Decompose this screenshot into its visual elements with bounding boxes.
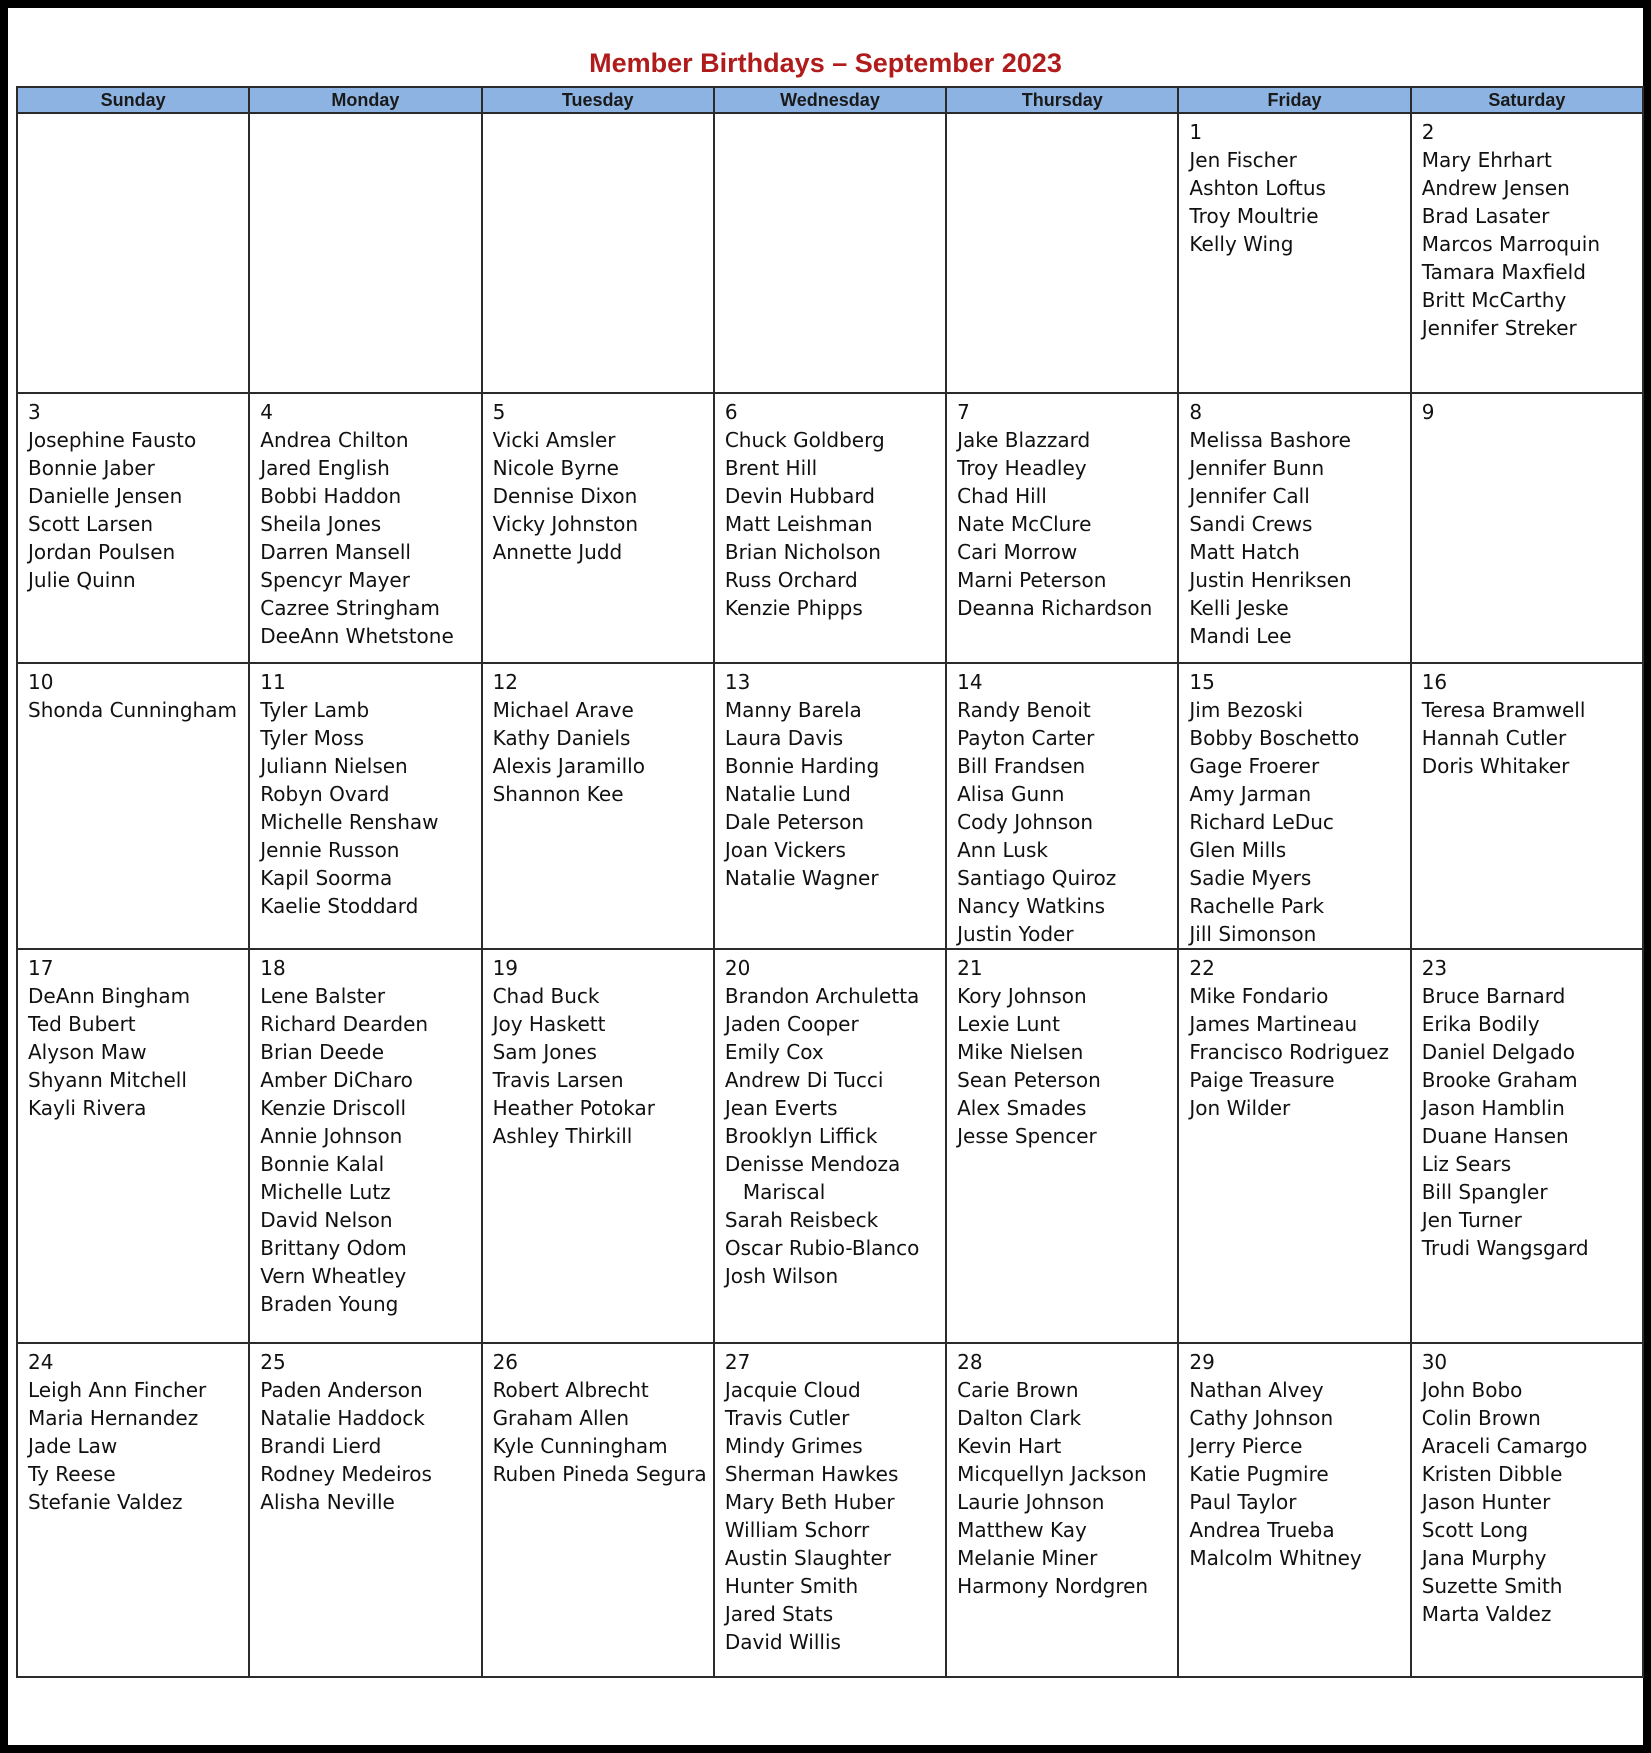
member-name: Ashley Thirkill	[492, 1124, 633, 1148]
member-name: Michael Arave	[492, 698, 634, 722]
member-name: Vicki Amsler	[492, 428, 616, 452]
member-name: Liz Sears	[1421, 1152, 1512, 1176]
member-name: Jill Simonson	[1189, 922, 1317, 946]
member-name: Maria Hernandez	[28, 1406, 199, 1430]
member-name: Alex Smades	[957, 1096, 1087, 1120]
member-name: Oscar Rubio-Blanco	[724, 1236, 920, 1260]
day-number: 16	[1421, 670, 1448, 694]
member-name: Ann Lusk	[957, 838, 1048, 862]
member-name: Braden Young	[260, 1292, 399, 1316]
member-name: Natalie Lund	[724, 782, 851, 806]
day-cell	[482, 663, 714, 949]
day-number: 18	[260, 956, 286, 980]
member-name: Paige Treasure	[1189, 1068, 1335, 1092]
member-name: DeeAnn Whetstone	[260, 624, 454, 648]
member-name: Mike Fondario	[1189, 984, 1329, 1008]
day-cell	[17, 393, 249, 663]
member-name: Harmony Nordgren	[957, 1574, 1149, 1598]
member-name: Laurie Johnson	[957, 1490, 1105, 1514]
member-name: Hannah Cutler	[1421, 726, 1567, 750]
member-name: Robert Albrecht	[492, 1378, 649, 1402]
member-name: Bonnie Kalal	[260, 1152, 385, 1176]
member-name: Sarah Reisbeck	[724, 1208, 879, 1232]
day-cell	[1411, 393, 1643, 663]
member-name: Jade Law	[28, 1434, 118, 1458]
member-name: Natalie Wagner	[724, 866, 879, 890]
member-name: Austin Slaughter	[724, 1546, 891, 1570]
day-number: 13	[724, 670, 751, 694]
member-name: Cazree Stringham	[260, 596, 440, 620]
member-name: Sandi Crews	[1189, 512, 1313, 536]
member-name: Julie Quinn	[28, 568, 136, 592]
day-number: 11	[260, 670, 286, 694]
day-cell	[1178, 949, 1410, 1343]
weekday-wednesday: Wednesday	[714, 87, 946, 113]
member-name: Chad Buck	[492, 984, 600, 1008]
member-name: Shyann Mitchell	[28, 1068, 187, 1092]
member-name: Paden Anderson	[260, 1378, 423, 1402]
member-name: David Nelson	[260, 1208, 393, 1232]
member-name: Rodney Medeiros	[260, 1462, 432, 1486]
day-cell	[17, 663, 249, 949]
member-name: Kaelie Stoddard	[260, 894, 419, 918]
member-name: Alexis Jaramillo	[492, 754, 645, 778]
member-name: Jake Blazzard	[957, 428, 1091, 452]
member-name: Joan Vickers	[724, 838, 846, 862]
member-name: Travis Larsen	[492, 1068, 624, 1092]
member-name: Bonnie Harding	[724, 754, 880, 778]
day-cell	[714, 663, 946, 949]
week-row	[17, 113, 1643, 393]
member-name: Sheila Jones	[260, 512, 382, 536]
day-number: 4	[260, 400, 274, 424]
week-row	[17, 393, 1643, 663]
day-number: 7	[957, 400, 970, 424]
member-name: Bill Frandsen	[957, 754, 1086, 778]
day-cell	[946, 1343, 1178, 1677]
member-name: Tamara Maxfield	[1421, 260, 1586, 284]
member-name: Devin Hubbard	[724, 484, 875, 508]
member-name: Mary Beth Huber	[724, 1490, 895, 1514]
member-name: Kelly Wing	[1189, 232, 1294, 256]
day-number: 8	[1189, 400, 1203, 424]
empty-day-cell	[482, 113, 714, 393]
day-cell	[1178, 1343, 1410, 1677]
member-name: Matt Hatch	[1189, 540, 1300, 564]
day-number: 20	[724, 956, 751, 980]
member-name: Brooklyn Liffick	[724, 1124, 878, 1148]
member-name: Scott Long	[1421, 1518, 1529, 1542]
day-number: 17	[28, 956, 54, 980]
member-name: Bill Spangler	[1421, 1180, 1548, 1204]
week-row	[17, 1343, 1643, 1677]
member-name: Cathy Johnson	[1189, 1406, 1334, 1430]
member-name: Justin Yoder	[957, 922, 1074, 946]
day-number: 22	[1189, 956, 1215, 980]
member-name: Kelli Jeske	[1189, 596, 1289, 620]
member-name: Ashton Loftus	[1189, 176, 1326, 200]
member-name: Mike Nielsen	[957, 1040, 1084, 1064]
day-cell	[1411, 949, 1643, 1343]
member-name: Justin Henriksen	[1189, 568, 1352, 592]
member-name: Rachelle Park	[1189, 894, 1325, 918]
member-name: Josh Wilson	[724, 1264, 839, 1288]
member-name: Melissa Bashore	[1189, 428, 1351, 452]
member-name: Brooke Graham	[1421, 1068, 1578, 1092]
member-name: Nate McClure	[957, 512, 1092, 536]
member-name: Darren Mansell	[260, 540, 411, 564]
member-name: Ty Reese	[28, 1462, 116, 1486]
member-name: Shannon Kee	[492, 782, 624, 806]
member-name: Teresa Bramwell	[1421, 698, 1586, 722]
weekday-friday: Friday	[1178, 87, 1410, 113]
day-number: 19	[492, 956, 519, 980]
member-name: Cari Morrow	[957, 540, 1078, 564]
day-number: 21	[957, 956, 983, 980]
day-number: 26	[492, 1350, 519, 1374]
member-name: Annette Judd	[492, 540, 623, 564]
member-name: Tyler Lamb	[260, 698, 370, 722]
member-name: DeAnn Bingham	[28, 984, 191, 1008]
member-name: Nathan Alvey	[1189, 1378, 1324, 1402]
member-name: Spencyr Mayer	[260, 568, 410, 592]
member-name: Sadie Myers	[1189, 866, 1312, 890]
member-name: Francisco Rodriguez	[1189, 1040, 1390, 1064]
member-name: Carie Brown	[957, 1378, 1079, 1402]
day-number: 25	[260, 1350, 286, 1374]
member-name: Michelle Renshaw	[260, 810, 439, 834]
member-name: Cody Johnson	[957, 810, 1094, 834]
day-cell	[1411, 663, 1643, 949]
member-name: Mindy Grimes	[724, 1434, 863, 1458]
member-name: Jared English	[260, 456, 390, 480]
day-cell	[946, 663, 1178, 949]
member-name: Payton Carter	[957, 726, 1095, 750]
member-name: Laura Davis	[724, 726, 844, 750]
day-number: 30	[1421, 1350, 1448, 1374]
member-name: Kenzie Phipps	[724, 596, 863, 620]
member-name: Robyn Ovard	[260, 782, 390, 806]
member-name: Richard Dearden	[260, 1012, 429, 1036]
member-name: Dale Peterson	[724, 810, 865, 834]
member-name: Jerry Pierce	[1189, 1434, 1303, 1458]
member-name: Richard LeDuc	[1189, 810, 1334, 834]
day-number: 14	[957, 670, 983, 694]
member-name: Santiago Quiroz	[957, 866, 1117, 890]
member-name: Andrea Trueba	[1189, 1518, 1335, 1542]
member-name: Jesse Spencer	[957, 1124, 1097, 1148]
member-name: Randy Benoit	[957, 698, 1091, 722]
day-cell	[1411, 113, 1643, 393]
day-number: 27	[724, 1350, 751, 1374]
member-name: Glen Mills	[1189, 838, 1287, 862]
member-name: Jana Murphy	[1421, 1546, 1547, 1570]
member-name: Erika Bodily	[1421, 1012, 1540, 1036]
member-name: Gage Froerer	[1189, 754, 1320, 778]
member-name: Jordan Poulsen	[28, 540, 176, 564]
member-name: Brittany Odom	[260, 1236, 407, 1260]
member-name: Brian Nicholson	[724, 540, 881, 564]
member-name: Marta Valdez	[1421, 1602, 1552, 1626]
member-name: Jennifer Streker	[1421, 316, 1577, 340]
day-cell	[249, 663, 481, 949]
day-cell	[1178, 113, 1410, 393]
member-name: Melanie Miner	[957, 1546, 1098, 1570]
member-name: Micquellyn Jackson	[957, 1462, 1147, 1486]
member-name: Chad Hill	[957, 484, 1047, 508]
member-name: Leigh Ann Fincher	[28, 1378, 207, 1402]
member-name: James Martineau	[1189, 1012, 1358, 1036]
member-name: Nicole Byrne	[492, 456, 619, 480]
day-cell	[249, 949, 481, 1343]
day-cell	[482, 393, 714, 663]
member-name: Vern Wheatley	[260, 1264, 407, 1288]
member-name: Duane Hansen	[1421, 1124, 1569, 1148]
member-name: Bruce Barnard	[1421, 984, 1566, 1008]
member-name: Brad Lasater	[1421, 204, 1550, 228]
member-name: Michelle Lutz	[260, 1180, 391, 1204]
member-name: Troy Headley	[957, 456, 1087, 480]
member-name: Emily Cox	[724, 1040, 824, 1064]
member-name: Andrew Jensen	[1421, 176, 1570, 200]
member-name: Natalie Haddock	[260, 1406, 425, 1430]
member-name: Brent Hill	[724, 456, 818, 480]
day-cell	[1411, 1343, 1643, 1677]
weekday-header-row	[17, 87, 1643, 113]
day-number: 2	[1421, 120, 1435, 144]
member-name: Scott Larsen	[28, 512, 153, 536]
weekday-sunday: Sunday	[17, 87, 249, 113]
member-name: Jen Turner	[1421, 1208, 1522, 1232]
empty-day-cell	[714, 113, 946, 393]
member-name: David Willis	[724, 1630, 841, 1654]
member-name: Jennifer Bunn	[1189, 456, 1325, 480]
member-name: Alyson Maw	[28, 1040, 147, 1064]
member-name: Doris Whitaker	[1421, 754, 1570, 778]
member-name: Kayli Rivera	[28, 1096, 147, 1120]
empty-day-cell	[249, 113, 481, 393]
member-name: Bonnie Jaber	[28, 456, 155, 480]
day-cell	[1178, 393, 1410, 663]
weekday-thursday: Thursday	[946, 87, 1178, 113]
day-cell	[714, 949, 946, 1343]
member-name: Manny Barela	[724, 698, 862, 722]
member-name: Chuck Goldberg	[724, 428, 885, 452]
member-name: Denisse Mendoza	[724, 1152, 901, 1176]
day-number: 10	[28, 670, 54, 694]
member-name: Mandi Lee	[1189, 624, 1292, 648]
member-name: Jen Fischer	[1189, 148, 1297, 172]
day-cell	[482, 1343, 714, 1677]
member-name: Paul Taylor	[1189, 1490, 1297, 1514]
member-name: Kapil Soorma	[260, 866, 393, 890]
member-name: Jon Wilder	[1189, 1096, 1291, 1120]
member-name: Sam Jones	[492, 1040, 597, 1064]
member-name: Bobbi Haddon	[260, 484, 402, 508]
member-name: Graham Allen	[492, 1406, 630, 1430]
member-name: Russ Orchard	[724, 568, 858, 592]
member-name: Sean Peterson	[957, 1068, 1101, 1092]
member-name: Ruben Pineda Segura	[492, 1462, 707, 1486]
member-name: Malcolm Whitney	[1189, 1546, 1362, 1570]
day-number: 29	[1189, 1350, 1215, 1374]
member-name: Colin Brown	[1421, 1406, 1541, 1430]
member-name: Dalton Clark	[957, 1406, 1082, 1430]
member-name: Brandi Lierd	[260, 1434, 382, 1458]
member-name: Travis Cutler	[724, 1406, 850, 1430]
member-name: Tyler Moss	[260, 726, 364, 750]
member-name: Kathy Daniels	[492, 726, 631, 750]
member-name: Matthew Kay	[957, 1518, 1087, 1542]
member-name: Suzette Smith	[1421, 1574, 1563, 1598]
member-name: Bobby Boschetto	[1189, 726, 1360, 750]
member-name: Joy Haskett	[492, 1012, 606, 1036]
day-number: 6	[724, 400, 738, 424]
member-name: Andrew Di Tucci	[724, 1068, 884, 1092]
empty-day-cell	[946, 113, 1178, 393]
member-name: Jennifer Call	[1189, 484, 1310, 508]
member-name: Mariscal	[742, 1180, 826, 1204]
member-name: Katie Pugmire	[1189, 1462, 1329, 1486]
day-cell	[249, 393, 481, 663]
day-cell	[17, 949, 249, 1343]
member-name: Araceli Camargo	[1421, 1434, 1588, 1458]
day-cell	[946, 949, 1178, 1343]
member-name: Troy Moultrie	[1189, 204, 1319, 228]
member-name: Amber DiCharo	[260, 1068, 413, 1092]
member-name: Jacquie Cloud	[724, 1378, 861, 1402]
weekday-saturday: Saturday	[1411, 87, 1643, 113]
member-name: Dennise Dixon	[492, 484, 638, 508]
weekday-monday: Monday	[249, 87, 481, 113]
member-name: Shonda Cunningham	[28, 698, 237, 722]
member-name: Jason Hamblin	[1421, 1096, 1565, 1120]
member-name: Brian Deede	[260, 1040, 385, 1064]
day-number: 24	[28, 1350, 54, 1374]
day-cell	[482, 949, 714, 1343]
member-name: Jean Everts	[724, 1096, 838, 1120]
member-name: Brandon Archuletta	[724, 984, 920, 1008]
week-row	[17, 949, 1643, 1343]
member-name: Danielle Jensen	[28, 484, 183, 508]
member-name: Alisa Gunn	[957, 782, 1065, 806]
empty-day-cell	[17, 113, 249, 393]
member-name: Trudi Wangsgard	[1421, 1236, 1589, 1260]
day-number: 1	[1189, 120, 1203, 144]
member-name: Kyle Cunningham	[492, 1434, 668, 1458]
day-number: 28	[957, 1350, 983, 1374]
member-name: Amy Jarman	[1189, 782, 1312, 806]
day-cell	[1178, 663, 1410, 949]
member-name: Britt McCarthy	[1421, 288, 1567, 312]
member-name: Hunter Smith	[724, 1574, 859, 1598]
member-name: Juliann Nielsen	[260, 754, 408, 778]
member-name: Kristen Dibble	[1421, 1462, 1563, 1486]
day-number: 23	[1421, 956, 1448, 980]
day-number: 3	[28, 400, 41, 424]
member-name: Kenzie Driscoll	[260, 1096, 407, 1120]
day-cell	[714, 393, 946, 663]
member-name: Ted Bubert	[28, 1012, 136, 1036]
member-name: Jennie Russon	[260, 838, 400, 862]
member-name: Kevin Hart	[957, 1434, 1062, 1458]
calendar-grid	[16, 86, 1644, 1678]
day-cell	[714, 1343, 946, 1677]
member-name: Josephine Fausto	[28, 428, 197, 452]
page-title: Member Birthdays – September 2023	[589, 48, 1062, 78]
day-number: 15	[1189, 670, 1215, 694]
member-name: Marcos Marroquin	[1421, 232, 1600, 256]
member-name: Vicky Johnston	[492, 512, 639, 536]
member-name: Matt Leishman	[724, 512, 873, 536]
member-name: Lene Balster	[260, 984, 386, 1008]
member-name: Daniel Delgado	[1421, 1040, 1575, 1064]
day-number: 5	[492, 400, 506, 424]
member-name: John Bobo	[1421, 1378, 1523, 1402]
member-name: Jim Bezoski	[1189, 698, 1304, 722]
day-number: 12	[492, 670, 519, 694]
member-name: Jaden Cooper	[724, 1012, 859, 1036]
member-name: Kory Johnson	[957, 984, 1087, 1008]
member-name: Mary Ehrhart	[1421, 148, 1552, 172]
day-cell	[946, 393, 1178, 663]
member-name: Heather Potokar	[492, 1096, 655, 1120]
member-name: Lexie Lunt	[957, 1012, 1060, 1036]
member-name: Andrea Chilton	[260, 428, 409, 452]
member-name: Deanna Richardson	[957, 596, 1153, 620]
weekday-tuesday: Tuesday	[482, 87, 714, 113]
member-name: Sherman Hawkes	[724, 1462, 899, 1486]
member-name: Jason Hunter	[1421, 1490, 1551, 1514]
day-cell	[249, 1343, 481, 1677]
day-cell	[17, 1343, 249, 1677]
member-name: Nancy Watkins	[957, 894, 1106, 918]
day-number: 9	[1421, 400, 1435, 424]
member-name: Jared Stats	[724, 1602, 834, 1626]
member-name: Stefanie Valdez	[28, 1490, 183, 1514]
member-name: Marni Peterson	[957, 568, 1107, 592]
member-name: William Schorr	[724, 1518, 870, 1542]
member-name: Alisha Neville	[260, 1490, 395, 1514]
member-name: Annie Johnson	[260, 1124, 403, 1148]
week-row	[17, 663, 1643, 949]
